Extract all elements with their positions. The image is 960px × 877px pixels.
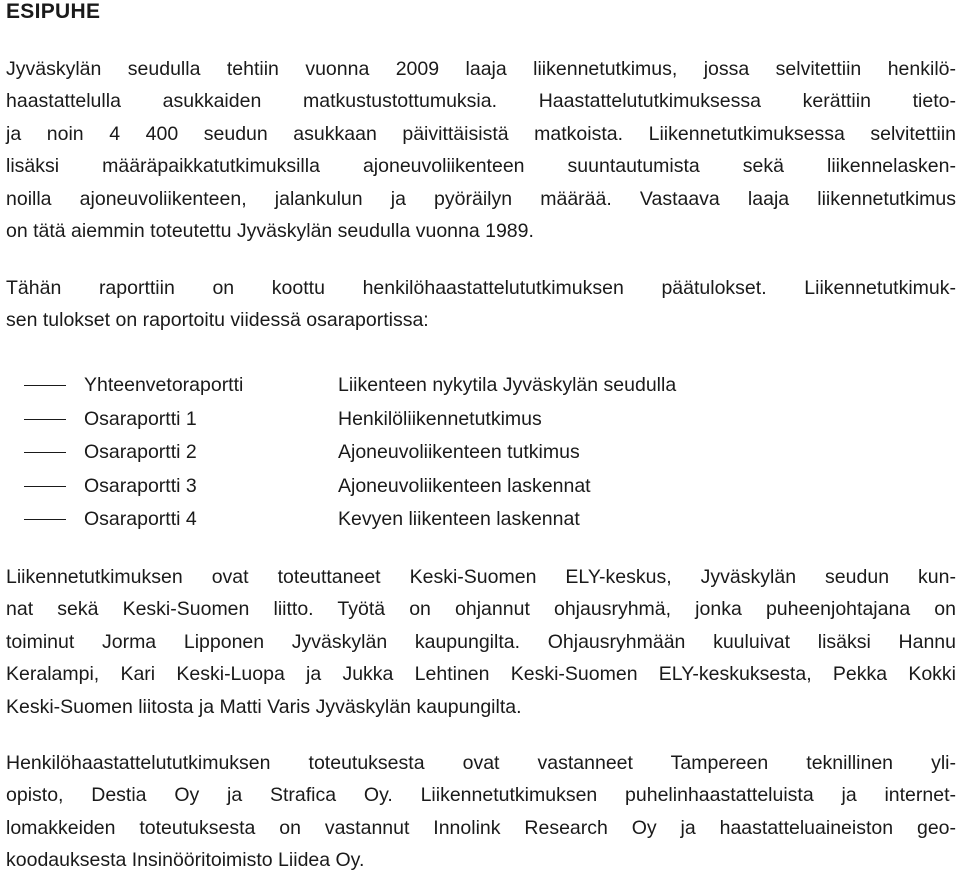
paragraph-line: koodauksesta Insinööritoimisto Liidea Oy.	[6, 849, 365, 872]
report-list	[6, 369, 956, 537]
report-list-item	[6, 503, 956, 537]
report-name: Osaraportti 4	[84, 508, 197, 530]
report-topic: Ajoneuvoliikenteen tutkimus	[338, 441, 580, 463]
paragraph-line: Liikennetutkimuksen ovat toteuttaneet Keski-Suomen ELY-keskus, Jyväskylän seudun kun-	[6, 566, 956, 588]
paragraph-line: Henkilöhaastattelututkimuksen toteutuksesta ovat vastanneet Tampereen teknillinen yli-	[6, 752, 956, 774]
report-topic: Ajoneuvoliikenteen laskennat	[338, 474, 591, 497]
paragraph-implementers	[6, 561, 956, 723]
paragraph-line: lomakkeiden toteutuksesta on vastannut Innolink Research Oy ja haastatteluaineiston geo-	[6, 816, 956, 839]
report-list-item	[6, 369, 956, 403]
report-topic: Liikenteen nykytila Jyväskylän seudulla	[338, 374, 677, 396]
report-list-item	[6, 403, 956, 437]
paragraph-line: noilla ajoneuvoliikenteen, jalankulun ja pyöräilyn määrää. Vastaava laaja liikennetutkimus	[6, 187, 956, 210]
paragraph-line: Tähän raporttiin on koottu henkilöhaastattelututkimuksen päätulokset. Liikennetutkimuk-	[6, 277, 956, 299]
dash-bullet-icon	[24, 519, 66, 520]
paragraph-line: ja noin 4 400 seudun asukkaan päivittäisistä matkoista. Liikennetutkimuksessa selvitettiin	[6, 122, 956, 145]
dash-bullet-icon	[24, 419, 66, 420]
paragraph-line: sen tulokset on raportoitu viidessä osaraportissa:	[6, 309, 429, 332]
paragraph-line: nat sekä Keski-Suomen liitto. Työtä on ohjannut ohjausryhmä, jonka puheenjohtajana on	[6, 598, 956, 621]
paragraph-line: Keski-Suomen liitosta ja Matti Varis Jyväskylän kaupungilta.	[6, 695, 522, 718]
report-topic: Kevyen liikenteen laskennat	[338, 508, 580, 530]
report-name: Osaraportti 3	[84, 474, 197, 497]
paragraph-intro	[6, 53, 956, 247]
paragraph-line: on tätä aiemmin toteutettu Jyväskylän seudulla vuonna 1989.	[6, 220, 534, 243]
paragraph-contractors	[6, 747, 956, 877]
report-topic: Henkilöliikennetutkimus	[338, 407, 542, 430]
paragraph-line: toiminut Jorma Lipponen Jyväskylän kaupungilta. Ohjausryhmään kuuluivat lisäksi Hannu	[6, 630, 956, 653]
dash-bullet-icon	[24, 486, 66, 487]
paragraph-line: lisäksi määräpaikkatutkimuksilla ajoneuvoliikenteen suuntautumista sekä liikennelasken-	[6, 155, 956, 178]
paragraph-line: haastattelulla asukkaiden matkustustottumuksia. Haastattelututkimuksessa kerättiin tieto-	[6, 90, 956, 113]
paragraph-line: Jyväskylän seudulla tehtiin vuonna 2009 laaja liikennetutkimus, jossa selvitettiin henkilö-	[6, 58, 956, 80]
paragraph-report-summary	[6, 272, 956, 337]
report-name: Osaraportti 2	[84, 441, 197, 463]
dash-bullet-icon	[24, 452, 66, 453]
report-name: Osaraportti 1	[84, 407, 197, 430]
dash-bullet-icon	[24, 385, 66, 386]
paragraph-line: opisto, Destia Oy ja Strafica Oy. Liikennetutkimuksen puhelinhaastatteluista ja internet-	[6, 784, 956, 807]
report-list-item	[6, 436, 956, 470]
paragraph-line: Keralampi, Kari Keski-Luopa ja Jukka Lehtinen Keski-Suomen ELY-keskuksesta, Pekka Kokki	[6, 663, 956, 686]
report-list-item	[6, 470, 956, 504]
page-heading: ESIPUHE	[6, 0, 101, 23]
report-name: Yhteenvetoraportti	[84, 374, 244, 396]
